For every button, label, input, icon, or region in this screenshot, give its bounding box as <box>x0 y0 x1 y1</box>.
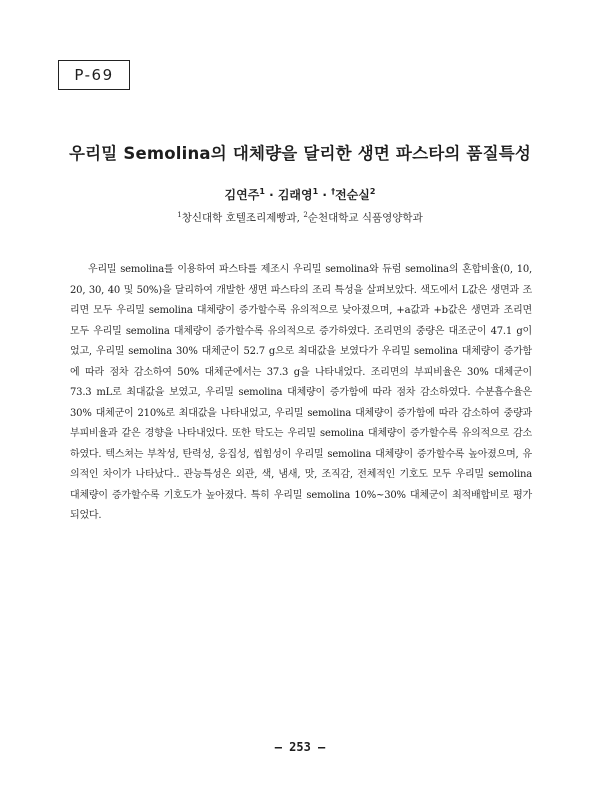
session-label-box <box>58 60 130 90</box>
corresponding-author-mark: † <box>331 187 336 196</box>
affiliation-marker: 1 <box>312 187 319 196</box>
affiliation-line <box>0 210 600 225</box>
paper-title: 우리밀 Semolina의 대체량을 달리한 생면 파스타의 품질특성 <box>69 144 531 163</box>
author-separator: · <box>264 188 278 202</box>
affiliation-marker: 1 <box>259 187 265 196</box>
affiliation-marker: 1 <box>177 211 182 219</box>
page-number: — 253 — <box>274 740 326 754</box>
affiliation-marker: 2 <box>369 187 376 196</box>
session-label: P-69 <box>74 66 114 84</box>
author-name: 전순실 <box>335 188 370 202</box>
affiliation-marker: 2 <box>303 211 308 219</box>
affiliation-text: 순천대학교 식품영양학과 <box>307 212 423 224</box>
author-separator: · <box>318 188 332 202</box>
author-name: 김연주 <box>224 188 260 202</box>
author-list <box>0 186 600 203</box>
affiliation-text: 창신대학 호텔조리제빵과, <box>181 212 304 224</box>
author-name: 김래영 <box>277 188 313 202</box>
abstract-body: 우리밀 semolina를 이용하여 파스타를 제조시 우리밀 semolina와 듀럼 semolina의 혼합비율(0, 10, 20, 30, 40 및 50%)을 달리하여 개발한 생면 파스타의 조리 특성을 살펴보았다. 색도에서 L값은 생면과 조리면 모두 우리밀 semolina 대체량이 증가할수록 유의적으로 낮아졌으며, +a값과 +b값은 생면과 조리면 모두 우리밀 semolina 대체량이 증가할수록 유의적으로 증가하였다. 조리면의 중량은 대조군이 47.1 g이었고, 우리밀 semolina 30% 대체군이 52.7 g으로 최대값을 보였다가 우리밀 semolina 대체량이 증가함에 따라 점차 감소하여 50% 대체군에서는 37.3 g을 나타내었다. 조리면의 부피비율은 30% 대체군이 73.3 mL로 최대값을 보였고, 우리밀 semolina 대체량이 증가함에 따라 점차 감소하였다. 수분흡수율은 30% 대체군이 210%로 최대값을 나타내었고, 우리밀 semolina 대체량이 증가함에 따라 감소하여 중량과 부피비율과 같은 경향을 나타내었다. 또한 탁도는 우리밀 semolina 대체량이 증가할수록 유의적으로 감소하였다. 텍스쳐는 부착성, 탄력성, 응집성, 씹힘성이 우리밀 semolina 대체량이 증가할수록 높아졌으며, 유의적인 차이가 나타났다.. 관능특성은 외관, 색, 냄새, 맛, 조직감, 전체적인 기호도 모두 우리밀 semolina 대체량이 증가할수록 기호도가 높아졌다. 특히 우리밀 semolina 10%~30% 대체군이 최적배합비로 평가되었다. <box>70 264 532 521</box>
